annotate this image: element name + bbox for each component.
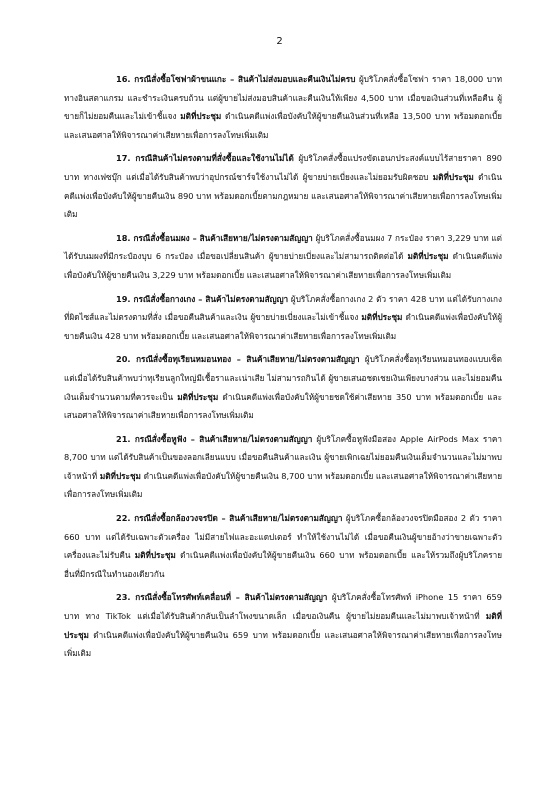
case-title: 16. กรณีสั่งซื้อโซฟาผ้าขนแกะ – สินค้าไม่ส่งมอบและคืนเงินไม่ครบ [116,74,356,84]
case-22 [64,509,502,583]
case-text: ผู้บริโภคสั่งซื้อแปรงขัดเอนกประสงค์แบบไร้สายราคา 890 บาท ทางเฟซบุ๊ก แต่เมื่อได้รับสินค้าพบว่าอุปกรณ์ชาร์จใช้งานไม่ได้ ผู้ขายบ่ายเบี่ยงและไม่ยอมรับผิดชอบ [64,153,502,182]
case-18 [64,229,502,285]
case-text: ผู้บริโภคสั่งซื้อกางเกง 2 ตัว ราคา 428 บาท แต่ได้รับกางเกงที่ผิดไซส์และไม่ตรงตามที่สั่ง เมื่อขอคืนสินค้าและเงิน ผู้ขายบ่ายเบี่ยงและไม่เข้าชี้แจง [64,293,502,323]
case-ruling-text: ดำเนินคดีแพ่งเพื่อบังคับให้ผู้ขายคืนเงิน 428 บาท พร้อมดอกเบี้ย และเสนอศาลให้พิจารณาค่าเสียหายเพื่อการลงโทษเพิ่มเติม [64,312,502,341]
case-text: ผู้บริโภคสั่งซื้อนมผง 7 กระป๋อง ราคา 3,229 บาท แต่ได้รับนมผงที่มีกระป๋องบุบ 6 กระป๋อง เมื่อขอเปลี่ยนสินค้า ผู้ขายบ่ายเบี่ยงและไม่สามารถติดต่อได้ [64,232,502,262]
ruling-label: มติที่ประชุม [432,171,474,182]
case-21 [64,430,502,504]
case-20 [64,350,502,424]
case-16 [64,70,502,144]
case-ruling-text: ดำเนินคดีแพ่งเพื่อบังคับให้ผู้ขายคืนเงิน 8,700 บาท พร้อมดอกเบี้ย และเสนอศาลให้พิจารณาค่าเสียหายเพื่อการลงโทษเพิ่มเติม [64,470,502,500]
case-title: 22. กรณีสั่งซื้อกล้องวงจรปิด – สินค้าเสียหาย/ไม่ตรงตามสัญญา [116,513,343,524]
page-number: 2 [276,36,283,47]
ruling-label: มติที่ประชุม [177,391,219,402]
case-text: ผู้บริโภคสั่งซื้อโทรศัพท์ iPhone 15 ราคา 659 บาท ทาง TikTok แต่เมื่อได้รับสินค้ากลับเป็นลำโพงขนาดเล็ก เมื่อขอเงินคืน ผู้ขายไม่ยอมคืนและไม่มาพบเจ้าหน้าที่ [64,592,502,622]
document-body [64,70,502,668]
ruling-label: มติที่ประชุม [180,111,222,122]
case-17 [64,149,502,223]
case-title: 21. กรณีสั่งซื้อหูฟัง – สินค้าเสียหาย/ไม่ตรงตามสัญญา [116,433,313,444]
ruling-label: มติที่ประชุม [361,312,403,323]
case-23 [64,588,502,662]
case-title: 20. กรณีสั่งซื้อทุเรียนหมอนทอง – สินค้าเสียหาย/ไม่ตรงตามสัญญา [116,354,360,365]
case-ruling-text: ดำเนินคดีแพ่งเพื่อบังคับให้ผู้ขายคืนเงิน 890 บาท พร้อมดอกเบี้ยตามกฎหมาย และเสนอศาลให้พิจารณาค่าเสียหายเพื่อการลงโทษเพิ่มเติม [64,171,503,220]
case-title: 23. กรณีสั่งซื้อโทรศัพท์เคลื่อนที่ – สินค้าไม่ตรงตามสัญญา [116,592,328,603]
case-ruling-text: ดำเนินคดีแพ่งเพื่อบังคับให้ผู้ขายคืนเงินส่วนที่เหลือ 13,500 บาท พร้อมดอกเบี้ย และเสนอศาลให้พิจารณาค่าเสียหายเพื่อการลงโทษเพิ่มเติม [64,111,502,140]
case-text: ผู้บริโภคสั่งซื้อโซฟา ราคา 18,000 บาท ทางอินสตาแกรม และชำระเงินครบถ้วน แต่ผู้ขายไม่ส่งมอบสินค้าและคืนเงินให้เพียง 4,500 บาท เมื่อขอเงินส่วนที่เหลือคืน ผู้ขายก็ไม่ยอมคืนและไม่เข้าชี้แจง [64,74,503,122]
case-text: ผู้บริโภคสั่งซื้อทุเรียนหมอนทองแบบเซ็ต แต่เมื่อได้รับสินค้าพบว่าทุเรียนลูกใหญ่มีเชื้อราและเน่าเสีย ไม่สามารถกินได้ ผู้ขายเสนอชดเชยเงินเพียงบางส่วน และไม่ยอมคืนเงินเต็มจำนวนตามที่ควรจะเป็น [64,354,502,402]
case-ruling-text: ดำเนินคดีแพ่งเพื่อบังคับให้ผู้ขายคืนเงิน 3,229 บาท พร้อมดอกเบี้ย และเสนอศาลให้พิจารณาค่าเสียหายเพื่อการลงโทษเพิ่มเติม [64,251,502,280]
case-19 [64,290,502,346]
case-title: 18. กรณีสั่งซื้อนมผง – สินค้าเสียหาย/ไม่ตรงตามสัญญา [116,232,313,243]
case-ruling-text: ดำเนินคดีแพ่งเพื่อบังคับให้ผู้ขายคืนเงิน 660 บาท พร้อมดอกเบี้ย และให้รวมถึงผู้บริโภครายอื่นที่มีกรณีในทำนองเดียวกัน [64,550,502,579]
ruling-label: มติที่ประชุม [407,251,449,262]
ruling-label: มติที่ประชุม [134,550,176,561]
case-ruling-text: ดำเนินคดีแพ่งเพื่อบังคับให้ผู้ขายชดใช้ค่าเสียหาย 350 บาท พร้อมดอกเบี้ย และเสนอศาลให้พิจารณาค่าเสียหายเพื่อการลงโทษเพิ่มเติม [64,391,502,421]
case-title: 17. กรณีสินค้าไม่ตรงตามที่สั่งซื้อและใช้งานไม่ได้ [116,153,294,164]
ruling-label: มติที่ประชุม [99,470,141,481]
case-text: ผู้บริโภคซื้อกล้องวงจรปิดมือสอง 2 ตัว ราคา 660 บาท แต่ได้รับเฉพาะตัวเครื่อง ไม่มีสายไฟและอะแดปเตอร์ ทำให้ใช้งานไม่ได้ เมื่อขอคืนเงินผู้ขายอ้างว่าขายเฉพาะตัวเครื่องและไม่รับคืน [64,513,502,561]
case-title: 19. กรณีสั่งซื้อกางเกง – สินค้าไม่ตรงตามสัญญา [116,293,289,304]
case-text: ผู้บริโภคซื้อหูฟังมือสอง Apple AirPods Max ราคา 8,700 บาท แต่ได้รับสินค้าเป็นของลอกเลียนแบบ เมื่อขอคืนสินค้าและเงิน ผู้ขายเพิกเฉยไม่ยอมคืนเงินเต็มจำนวนและไม่มาพบเจ้าหน้าที่ [64,433,502,481]
ruling-label: มติที่ประชุม [64,611,502,640]
case-ruling-text: ดำเนินคดีแพ่งเพื่อบังคับให้ผู้ขายคืนเงิน 659 บาท พร้อมดอกเบี้ย และเสนอศาลให้พิจารณาค่าเสียหายเพื่อการลงโทษเพิ่มเติม [64,629,502,659]
